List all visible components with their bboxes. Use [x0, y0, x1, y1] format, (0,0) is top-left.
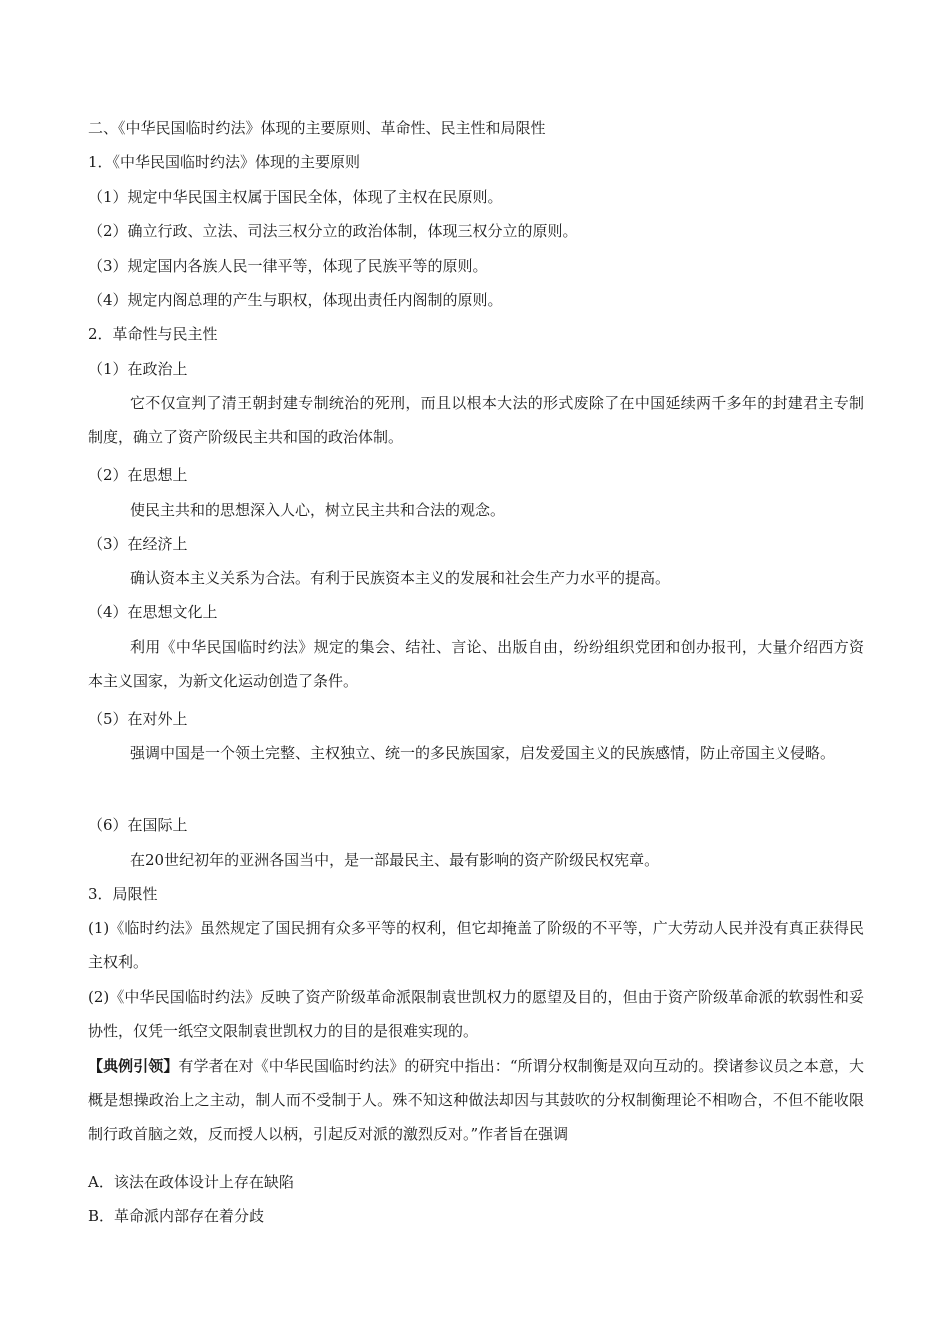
part3-heading: 3．局限性 [88, 885, 158, 903]
part1-item: （3）规定国内各族人民一律平等，体现了民族平等的原则。 [88, 257, 488, 275]
part3-item: (1)《临时约法》虽然规定了国民拥有众多平等的权利，但它却掩盖了阶级的不平等，广大劳动人民并没有真正获得民主权利。 [88, 919, 864, 971]
part2-sub-text: 利用《中华民国临时约法》规定的集会、结社、言论、出版自由，纷纷组织党团和创办报刊，大量介绍西方资本主义国家，为新文化运动创造了条件。 [88, 638, 864, 690]
part1-item: （1）规定中华民国主权属于国民全体，体现了主权在民原则。 [88, 188, 503, 206]
part1-item: （4）规定内阁总理的产生与职权，体现出责任内阁制的原则。 [88, 291, 503, 309]
part2-sub-text: 它不仅宣判了清王朝封建专制统治的死刑，而且以根本大法的形式废除了在中国延续两千多年的封建君主专制制度，确立了资产阶级民主共和国的政治体制。 [88, 394, 864, 446]
part2-sub-text: 强调中国是一个领土完整、主权独立、统一的多民族国家，启发爱国主义的民族感情，防止帝国主义侵略。 [130, 744, 836, 762]
part2-sub-title: （3）在经济上 [88, 535, 188, 553]
example-label: 【典例引领】 [88, 1057, 179, 1075]
part2-sub-text: 使民主共和的思想深入人心，树立民主共和合法的观念。 [130, 501, 506, 519]
part3-item: (2)《中华民国临时约法》反映了资产阶级革命派限制袁世凯权力的愿望及目的，但由于资产阶级革命派的软弱性和妥协性，仅凭一纸空文限制袁世凯权力的目的是很难实现的。 [88, 988, 864, 1040]
part2-sub-title: （5）在对外上 [88, 710, 188, 728]
part1-item: （2）确立行政、立法、司法三权分立的政治体制，体现三权分立的原则。 [88, 222, 578, 240]
example-paragraph [88, 1049, 864, 1151]
part2-sub-title: （1）在政治上 [88, 360, 188, 378]
part1-heading: 1．《中华民国临时约法》体现的主要原则 [88, 153, 361, 171]
option-a: A．该法在政体设计上存在缺陷 [88, 1173, 294, 1191]
part2-sub-title: （4）在思想文化上 [88, 603, 218, 621]
section-title: 二、《中华民国临时约法》体现的主要原则、革命性、民主性和局限性 [88, 119, 546, 137]
part2-sub-text: 在20世纪初年的亚洲各国当中，是一部最民主、最有影响的资产阶级民权宪章。 [130, 851, 660, 869]
part2-sub-title: （6）在国际上 [88, 816, 188, 834]
part2-heading: 2．革命性与民主性 [88, 325, 218, 343]
part2-sub-text: 确认资本主义关系为合法。有利于民族资本主义的发展和社会生产力水平的提高。 [130, 569, 671, 587]
part2-sub-title: （2）在思想上 [88, 466, 188, 484]
option-b: B．革命派内部存在着分歧 [88, 1207, 265, 1225]
example-text: 有学者在对《中华民国临时约法》的研究中指出：“所谓分权制衡是双向互动的。揆诸参议员之本意，大概是想操政治上之主动，制人而不受制于人。殊不知这种做法却因与其鼓吹的分权制衡理论不相吻合，不但不能收限制行政首脑之效，反而授人以柄，引起反对派的激烈反对。”作者旨在强调 [88, 1057, 864, 1143]
